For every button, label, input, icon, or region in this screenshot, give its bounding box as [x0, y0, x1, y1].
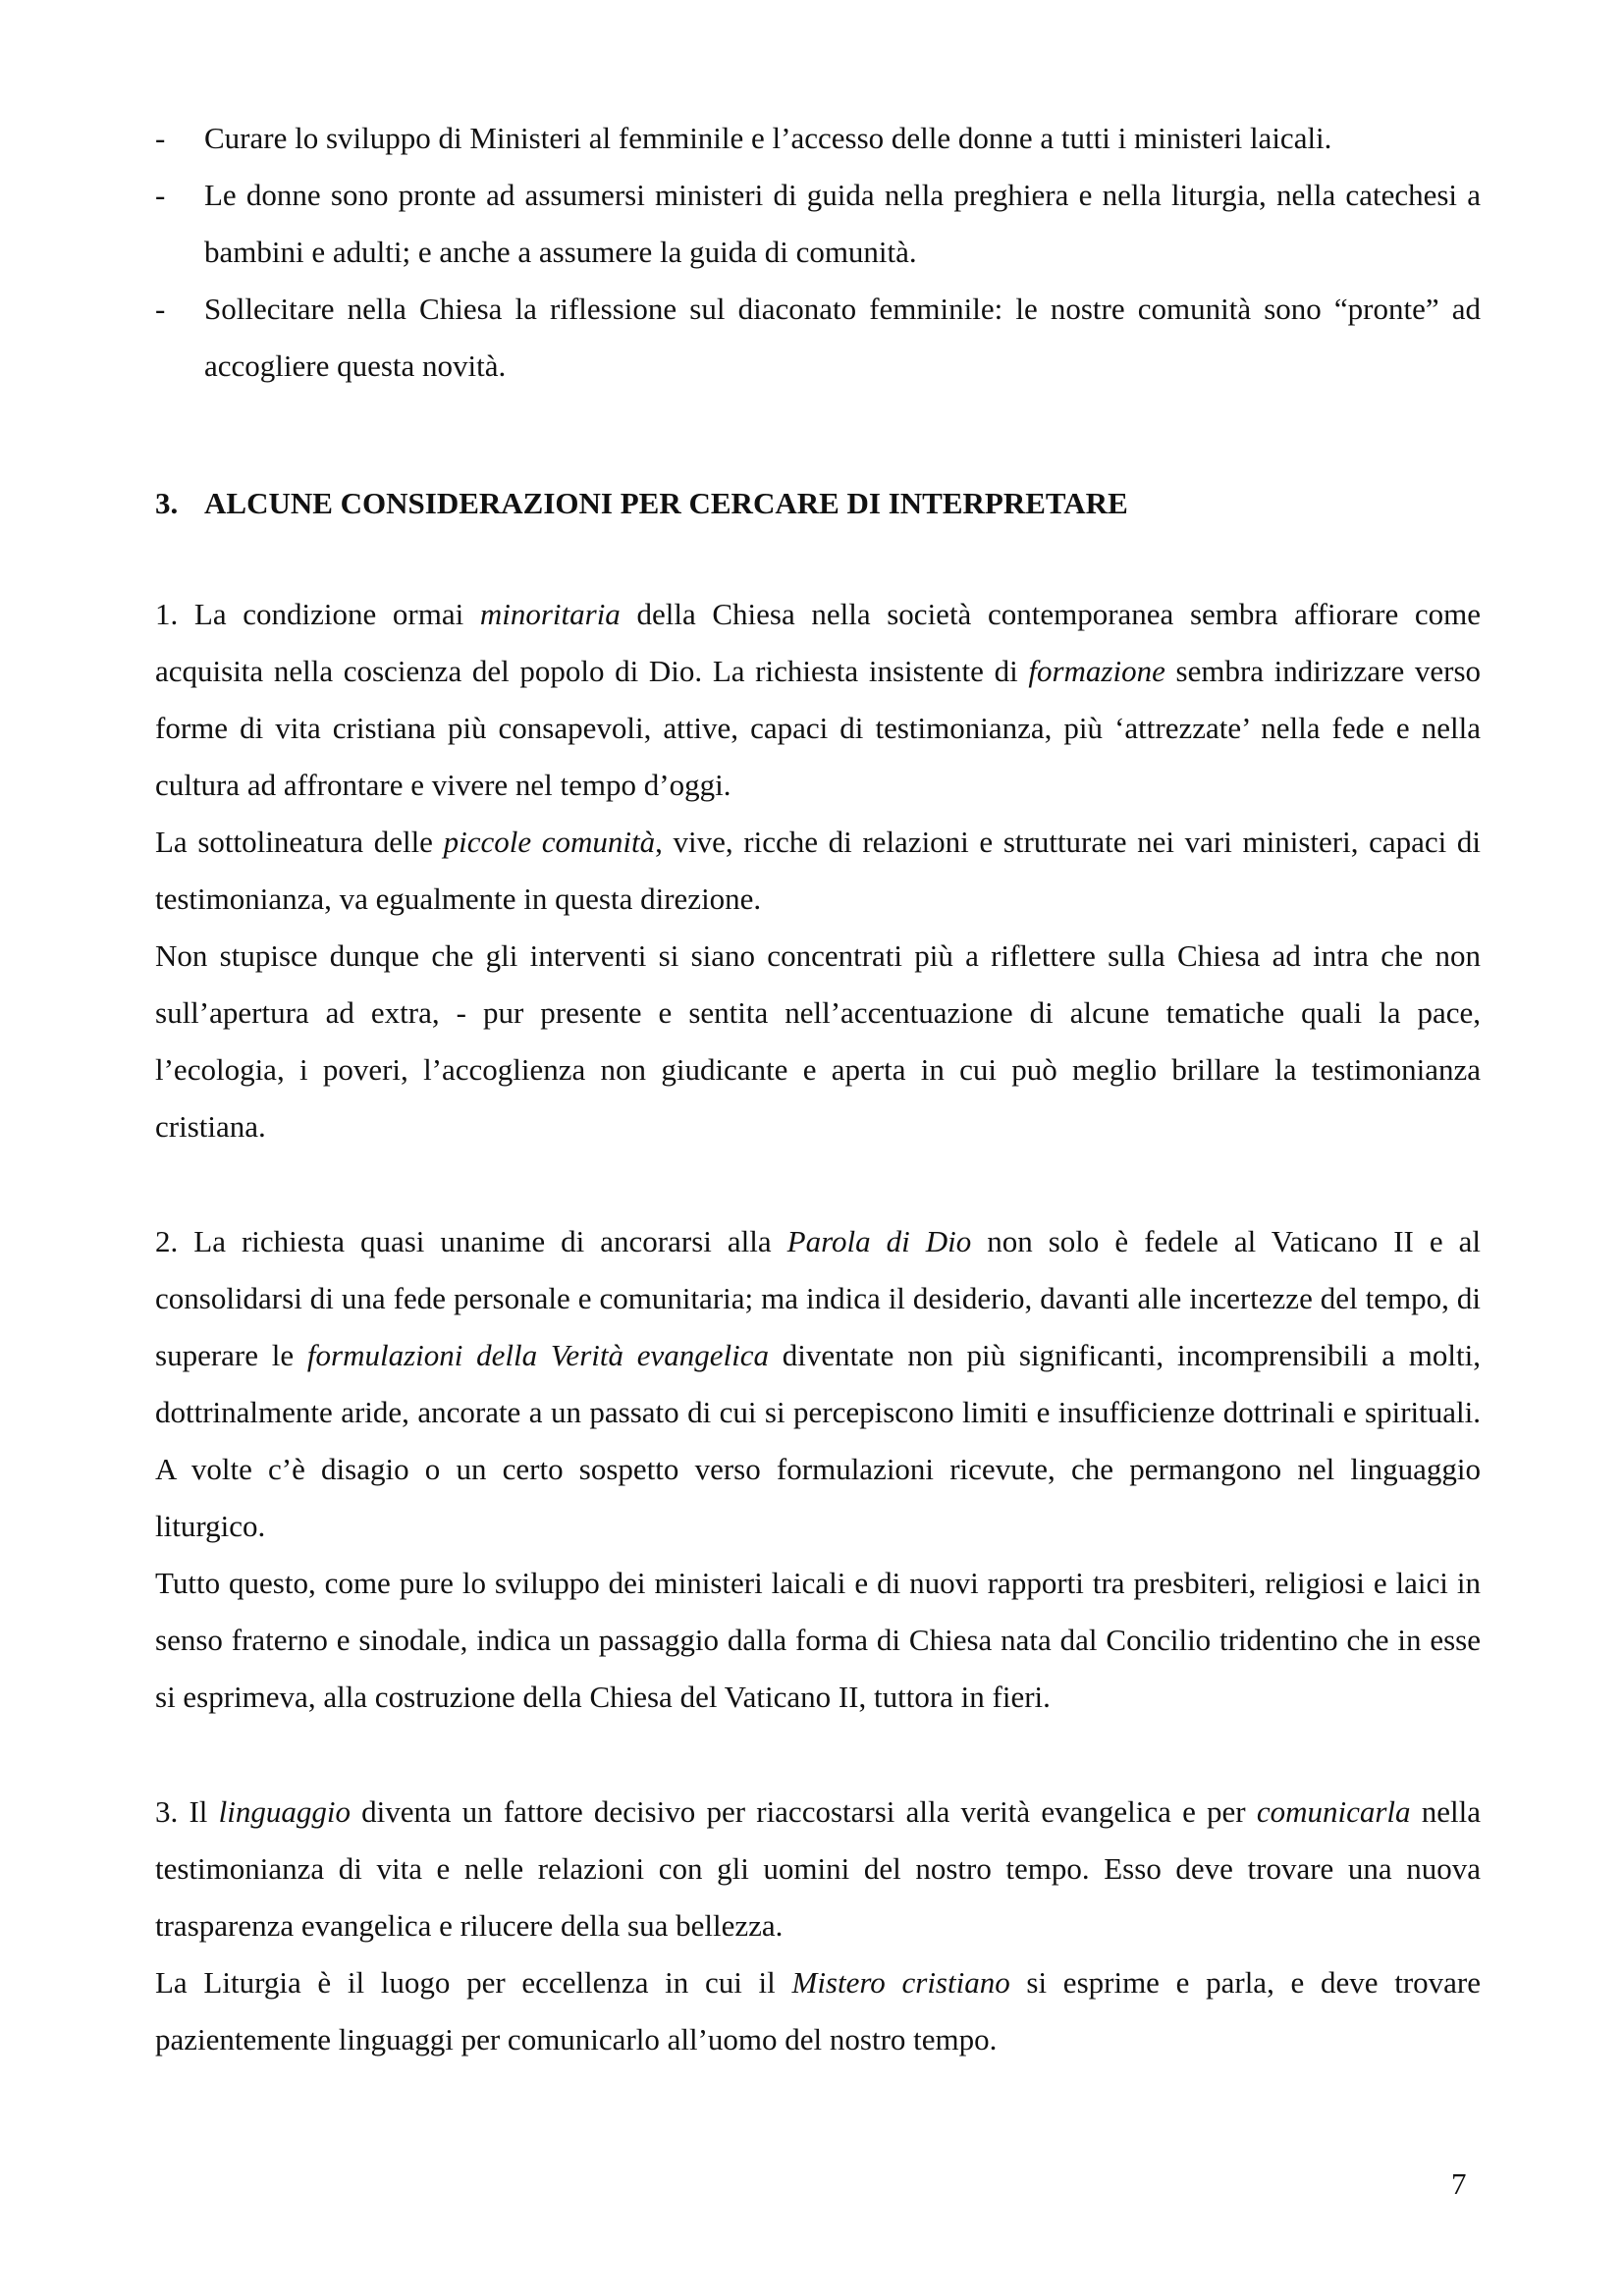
text-run: nella testimonianza di vita e nelle relazioni con gli uomini del nostro tempo. Esso deve trovare una nuova trasparenza evangelica e rilucere della sua bellezza. — [155, 1794, 1482, 1943]
list-item — [155, 281, 1481, 395]
emphasis: linguaggio — [218, 1794, 351, 1829]
section-heading — [155, 475, 1481, 532]
text-run: diventa un fattore decisivo per riaccostarsi alla verità evangelica e per — [350, 1794, 1257, 1829]
page-number: 7 — [1451, 2166, 1467, 2201]
text-run: 1. La condizione ormai — [155, 597, 480, 631]
bullet-text: Le donne sono pronte ad assumersi ministeri di guida nella preghiera e nella liturgia, nella catechesi a bambini e adulti; e anche a assumere la guida di comunità. — [204, 178, 1481, 269]
emphasis: piccole comunità — [443, 825, 656, 859]
paragraph-group-1 — [155, 586, 1481, 1155]
bullet-list — [155, 110, 1481, 395]
text-run: , vive, ricche di relazioni e strutturate nei vari ministeri, capaci di testimonianza, va egualmente in questa direzione. — [155, 825, 1481, 916]
paragraph-group-3 — [155, 1784, 1481, 2068]
bullet-dash: - — [155, 178, 166, 212]
paragraph-5: Tutto questo, come pure lo sviluppo dei ministeri laicali e di nuovi rapporti tra presbiteri, religiosi e laici in senso fraterno e sinodale, indica un passaggio dalla forma di Chiesa nata dal Concilio tridentino che in esse si esprimeva, alla costruzione della Chiesa del Vaticano II, tuttora in fieri. — [155, 1566, 1481, 1714]
paragraph-3: Non stupisce dunque che gli interventi si siano concentrati più a riflettere sulla Chiesa ad intra che non sull’apertura ad extra, - pur presente e sentita nell’accentuazione di alcune tematiche quali la pace, l’ecologia, i poveri, l’accoglienza non giudicante e aperta in cui può meglio brillare la testimonianza cristiana. — [155, 938, 1481, 1144]
paragraph-7 — [155, 1954, 1481, 2068]
section-number: 3. — [155, 486, 179, 520]
bullet-text: Sollecitare nella Chiesa la riflessione sul diaconato femminile: le nostre comunità sono “pronte” ad accogliere questa novità. — [204, 292, 1481, 383]
emphasis: minoritaria — [479, 597, 621, 631]
bullet-dash: - — [155, 292, 166, 326]
emphasis: Parola di Dio — [786, 1224, 972, 1258]
emphasis: Mistero cristiano — [791, 1965, 1010, 2000]
bullet-text: Curare lo sviluppo di Ministeri al femminile e l’accesso delle donne a tutti i ministeri laicali. — [204, 121, 1332, 155]
text-run: sembra indirizzare verso forme di vita cristiana più consapevoli, attive, capaci di testimonianza, più ‘attrezzate’ nella fede e nella cultura ad affrontare e vivere nel tempo d’oggi. — [155, 654, 1482, 802]
bullet-dash: - — [155, 121, 166, 155]
text-run: La Liturgia è il luogo per eccellenza in cui il — [155, 1965, 792, 2000]
emphasis: formulazioni della Verità evangelica — [306, 1338, 770, 1372]
paragraph-6 — [155, 1784, 1481, 1954]
emphasis: comunicarla — [1256, 1794, 1411, 1829]
paragraph-group-2 — [155, 1213, 1481, 1726]
emphasis: formazione — [1028, 654, 1165, 688]
text-run: 3. Il — [155, 1794, 219, 1829]
section-title: ALCUNE CONSIDERAZIONI PER CERCARE DI INTERPRETARE — [204, 486, 1128, 520]
text-run: La sottolineatura delle — [155, 825, 444, 859]
text-run: 2. La richiesta quasi unanime di ancorarsi alla — [155, 1224, 787, 1258]
paragraph-1 — [155, 586, 1481, 814]
paragraph-2 — [155, 814, 1481, 928]
text-run: non solo è fedele al Vaticano II e al consolidarsi di una fede personale e comunitaria; ma indica il desiderio, davanti alle incertezze del tempo, di superare le — [155, 1224, 1481, 1372]
list-item — [155, 167, 1481, 281]
text-run: della Chiesa nella società contemporanea sembra affiorare come acquisita nella coscienza del popolo di Dio. La richiesta insistente di — [155, 597, 1482, 688]
text-run: diventate non più significanti, incomprensibili a molti, dottrinalmente aride, ancorate a un passato di cui si percepiscono limiti e insufficienze dottrinali e spirituali. A volte c’è disagio o un certo sospetto verso formulazioni ricevute, che permangono nel linguaggio liturgico. — [155, 1338, 1481, 1543]
list-item — [155, 110, 1481, 167]
paragraph-4 — [155, 1213, 1481, 1555]
text-run: si esprime e parla, e deve trovare pazientemente linguaggi per comunicarlo all’uomo del nostro tempo. — [155, 1965, 1481, 2056]
